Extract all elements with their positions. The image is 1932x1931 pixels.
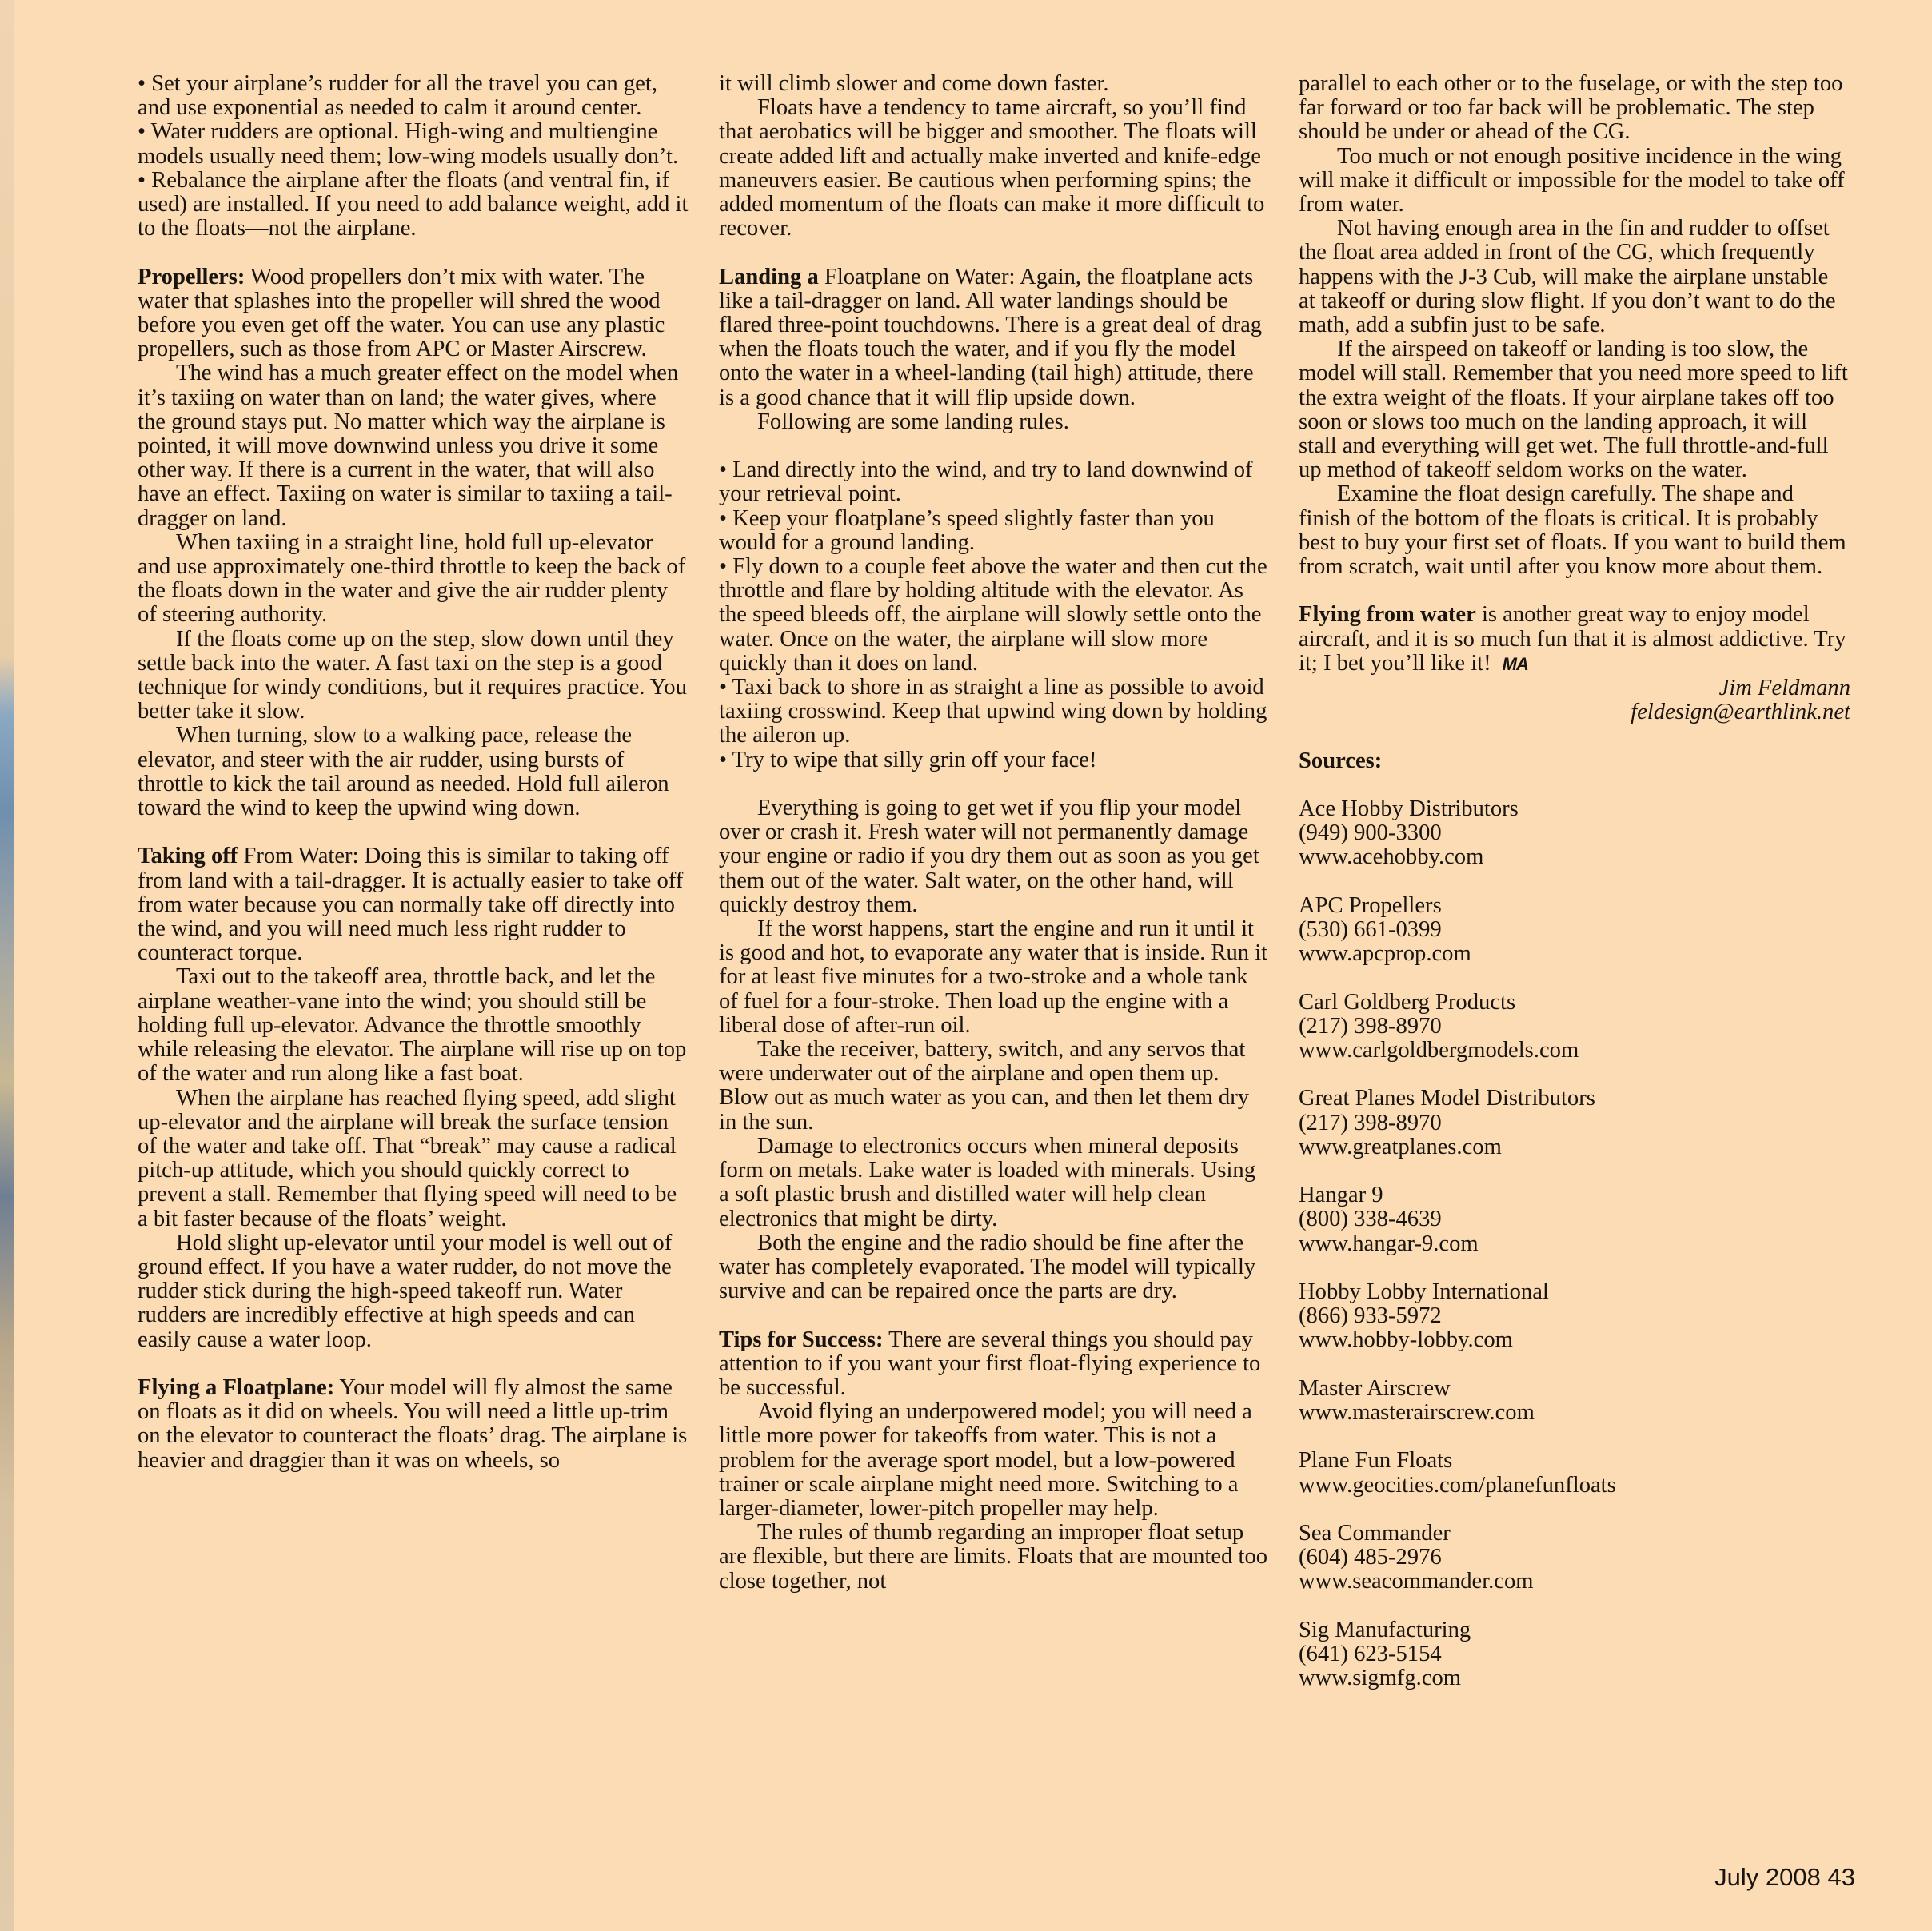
bullet-grin: • Try to wipe that silly grin off your face! [719, 747, 1097, 772]
bullet-rebalance: • Rebalance the airplane after the floats (and ventral fin, if used) are installed. If you need to add balance weight, add it to the floats—not the airplane. [138, 167, 689, 241]
paragraph: The wind has a much greater effect on the model when it’s taxiing on water than on land; the water gives, where the ground stays put. No matter which way the airplane is pointed, it will move downwind unless you drive it some other way. If there is a current in the water, that will also have an effect. Taxiing on water is similar to taxiing a tail-dragger on land. [138, 361, 679, 531]
paragraph: When turning, slow to a walking pace, release the elevator, and steer with the air rudder, using bursts of throttle to kick the tail around as needed. Hold full aileron toward the wind to keep the upwind wing down. [138, 723, 669, 821]
source-phone: (866) 933-5972 [1299, 1303, 1442, 1329]
paragraph: When the airplane has reached flying speed, add slight up-elevator and the airplane will break the surface tension of the water and take off. That “break” may cause a radical pitch-up attitude, which you should quickly correct to prevent a stall. Remember that flying speed will need to be a bit faster because of the floats’ weight. [138, 1085, 677, 1231]
source-url: www.masterairscrew.com [1299, 1400, 1535, 1426]
source-url: www.hangar-9.com [1299, 1231, 1479, 1256]
column-2 [719, 72, 1271, 1871]
paragraph: it will climb slower and come down faster. [719, 72, 1109, 96]
paragraph: Following are some landing rules. [757, 409, 1069, 434]
paragraph: Damage to electronics occurs when mineral deposits form on metals. Lake water is loaded with minerals. Using a soft plastic brush and distilled water will help clean electronics that might be dirty. [719, 1133, 1255, 1231]
paragraph: If the worst happens, start the engine and run it until it is good and hot, to evaporate any water that is inside. Run it for at least five minutes for a two-stroke and a whole tank of fuel for a four-stroke. Then load up the engine with a liberal dose of after-run oil. [719, 916, 1268, 1038]
paragraph: parallel to each other or to the fuselage, or with the step too far forward or too far back will be problematic. The step should be under or ahead of the CG. [1299, 72, 1843, 145]
bullet-rudder: • Set your airplane’s rudder for all the travel you can get, and use exponential as needed to calm it around center. [138, 72, 657, 121]
page-footer [1655, 1863, 1855, 1892]
paragraph-taking-off: Taking off From Water: Doing this is similar to taking off from land with a tail-dragger. It is actually easier to take off from water because you can normally take off directly into the wind, and you will need much less right rudder to counteract torque. [138, 844, 684, 966]
column-1 [138, 72, 689, 1871]
page-number: 43 [1827, 1863, 1855, 1891]
bullet-water-rudders: • Water rudders are optional. High-wing and multiengine models usually need them; low-wing models usually don’t. [138, 119, 679, 169]
source-url: www.sigmfg.com [1299, 1666, 1462, 1691]
source-name: APC Propellers [1299, 892, 1442, 918]
paragraph-conclusion: Flying from water is another great way to enjoy model aircraft, and it is so much fun that it is almost addictive. Try it; I bet you’ll like it! MA [1299, 602, 1846, 676]
paragraph: When taxiing in a straight line, hold full up-elevator and use approximately one-third throttle to keep the back of the floats down in the water and give the air rudder plenty of steering authority. [138, 529, 686, 628]
column-3 [1299, 72, 1850, 1871]
source-url: www.geocities.com/planefunfloats [1299, 1472, 1616, 1498]
source-phone: (530) 661-0399 [1299, 917, 1442, 943]
paragraph: Not having enough area in the fin and rudder to offset the float area added in front of the CG, which frequently happens with the J-3 Cub, will make the airplane unstable at takeoff or during slow flight. If you don’t want to do the math, add a subfin just to be safe. [1299, 216, 1836, 338]
source-url: www.greatplanes.com [1299, 1134, 1502, 1159]
paragraph: Hold slight up-elevator until your model is well out of ground effect. If you have a water rudder, do not move the rudder stick during the high-speed takeoff run. Water rudders are incredibly effective at high speeds and can easily cause a water loop. [138, 1230, 673, 1352]
paragraph-propellers: Propellers: Wood propellers don’t mix with water. The water that splashes into the propeller will shred the wood before you even get off the water. You can use any plastic propellers, such as those from APC or Master Airscrew. [138, 264, 665, 362]
source-url: www.acehobby.com [1299, 844, 1484, 870]
paragraph: Too much or not enough positive incidence in the wing will make it difficult or impossible for the model to take off from water. [1299, 143, 1845, 217]
source-name: Hangar 9 [1299, 1183, 1383, 1208]
paragraph-flying-floatplane: Flying a Floatplane: Your model will fly almost the same on floats as it did on wheels. You will need a little up-trim on the elevator to counteract the floats’ drag. The airplane is heavier and draggier than it was on wheels, so [138, 1374, 688, 1473]
bullet-fly-down: • Fly down to a couple feet above the water and then cut the throttle and flare by holding altitude with the elevator. As the speed bleeds off, the airplane will slowly settle onto the water. Once on the water, the airplane will slow more quickly than it does on land. [719, 554, 1267, 676]
source-name: Great Planes Model Distributors [1299, 1086, 1595, 1111]
source-name: Sea Commander [1299, 1521, 1451, 1546]
sources-heading: Sources: [1299, 748, 1383, 773]
paragraph: Examine the float design carefully. The shape and finish of the bottom of the floats is critical. It is probably best to buy your first set of floats. If you want to build them from scratch, wait until after you know more about them. [1299, 481, 1846, 580]
source-phone: (217) 398-8970 [1299, 1110, 1442, 1135]
heading-taking-off: Taking off [138, 844, 238, 869]
issue-date: July 2008 [1714, 1863, 1821, 1891]
paragraph: Floats have a tendency to tame aircraft, so you’ll find that aerobatics will be bigger and smoother. The floats will create added lift and actually make inverted and knife-edge maneuvers easier. Be cautious when performing spins; the added momentum of the floats can make it more difficult to recover. [719, 95, 1265, 241]
author-name: Jim Feldmann [1718, 676, 1850, 701]
source-url: www.apcprop.com [1299, 941, 1471, 967]
heading-flying-from-water: Flying from water [1299, 602, 1476, 628]
source-phone: (641) 623-5154 [1299, 1642, 1442, 1667]
source-name: Master Airscrew [1299, 1375, 1451, 1401]
source-phone: (604) 485-2976 [1299, 1545, 1442, 1570]
paragraph: Take the receiver, battery, switch, and any servos that were underwater out of the airplane and open them up. Blow out as much water as you can, and then let them dry in the sun. [719, 1037, 1250, 1135]
paragraph: If the airspeed on takeoff or landing is too slow, the model will stall. Remember that you need more speed to lift the extra weight of the floats. If your airplane takes off too soon or slows too much on the landing approach, it will stall and everything will get wet. The full throttle-and-full up method of takeoff seldom works on the water. [1299, 337, 1848, 483]
source-phone: (800) 338-4639 [1299, 1207, 1442, 1232]
paragraph-landing: Landing a Floatplane on Water: Again, the floatplane acts like a tail-dragger on land. All water landings should be flared three-point touchdowns. There is a great deal of drag when the floats touch the water, and if you fly the model onto the water in a wheel-landing (tail high) attitude, there is a good chance that it will flip upside down. [719, 264, 1263, 410]
source-phone: (217) 398-8970 [1299, 1013, 1442, 1039]
source-url: www.hobby-lobby.com [1299, 1327, 1513, 1353]
source-name: Hobby Lobby International [1299, 1279, 1549, 1305]
paragraph: Taxi out to the takeoff area, throttle back, and let the airplane weather-vane into the wind; you should still be holding full up-elevator. Advance the throttle smoothly while releasing the elevator. The airplane will rise up on top of the water and run along like a fast boat. [138, 964, 687, 1087]
paragraph: Both the engine and the radio should be fine after the water has completely evaporated. The model will typically survive and can be repaired once the parts are dry. [719, 1230, 1256, 1304]
paragraph: The rules of thumb regarding an improper float setup are flexible, but there are limits. Floats that are mounted too close together, not [719, 1520, 1268, 1594]
source-phone: (949) 900-3300 [1299, 820, 1442, 846]
source-name: Sig Manufacturing [1299, 1617, 1471, 1642]
bullet-land-into-wind: • Land directly into the wind, and try to land downwind of your retrieval point. [719, 457, 1253, 507]
paragraph: Avoid flying an underpowered model; you will need a little more power for takeoffs from water. This is not a problem for the average sport model, but a low-powered trainer or scale airplane might need more. Switching to a larger-diameter, lower-pitch propeller may help. [719, 1399, 1252, 1521]
source-url: www.carlgoldbergmodels.com [1299, 1038, 1579, 1063]
source-name: Ace Hobby Distributors [1299, 796, 1519, 822]
heading-tips: Tips for Success: [719, 1327, 884, 1352]
paragraph: If the floats come up on the step, slow down until they settle back into the water. A fast taxi on the step is a good technique for windy conditions, but it requires practice. You better take it slow. [138, 626, 687, 724]
paragraph-tips: Tips for Success: There are several things you should pay attention to if you want your first float-flying experience to be successful. [719, 1327, 1261, 1400]
heading-flying-floatplane: Flying a Floatplane: [138, 1374, 335, 1400]
heading-landing: Landing a [719, 264, 819, 289]
ma-logo: MA [1502, 653, 1528, 674]
photo-edge-strip [0, 0, 14, 1931]
bullet-speed: • Keep your floatplane’s speed slightly faster than you would for a ground landing. [719, 505, 1215, 555]
source-name: Plane Fun Floats [1299, 1448, 1453, 1474]
heading-propellers: Propellers: [138, 264, 245, 289]
bullet-taxi-back: • Taxi back to shore in as straight a line as possible to avoid taxiing crosswind. Keep that upwind wing down by holding the aileron up. [719, 675, 1267, 748]
author-email: feldesign@earthlink.net [1631, 700, 1850, 725]
source-name: Carl Goldberg Products [1299, 989, 1516, 1015]
paragraph: Everything is going to get wet if you flip your model over or crash it. Fresh water will not permanently damage your engine or radio if you dry them out as soon as you get them out of the water. Salt water, on the other hand, will quickly destroy them. [719, 796, 1259, 917]
source-url: www.seacommander.com [1299, 1569, 1534, 1594]
